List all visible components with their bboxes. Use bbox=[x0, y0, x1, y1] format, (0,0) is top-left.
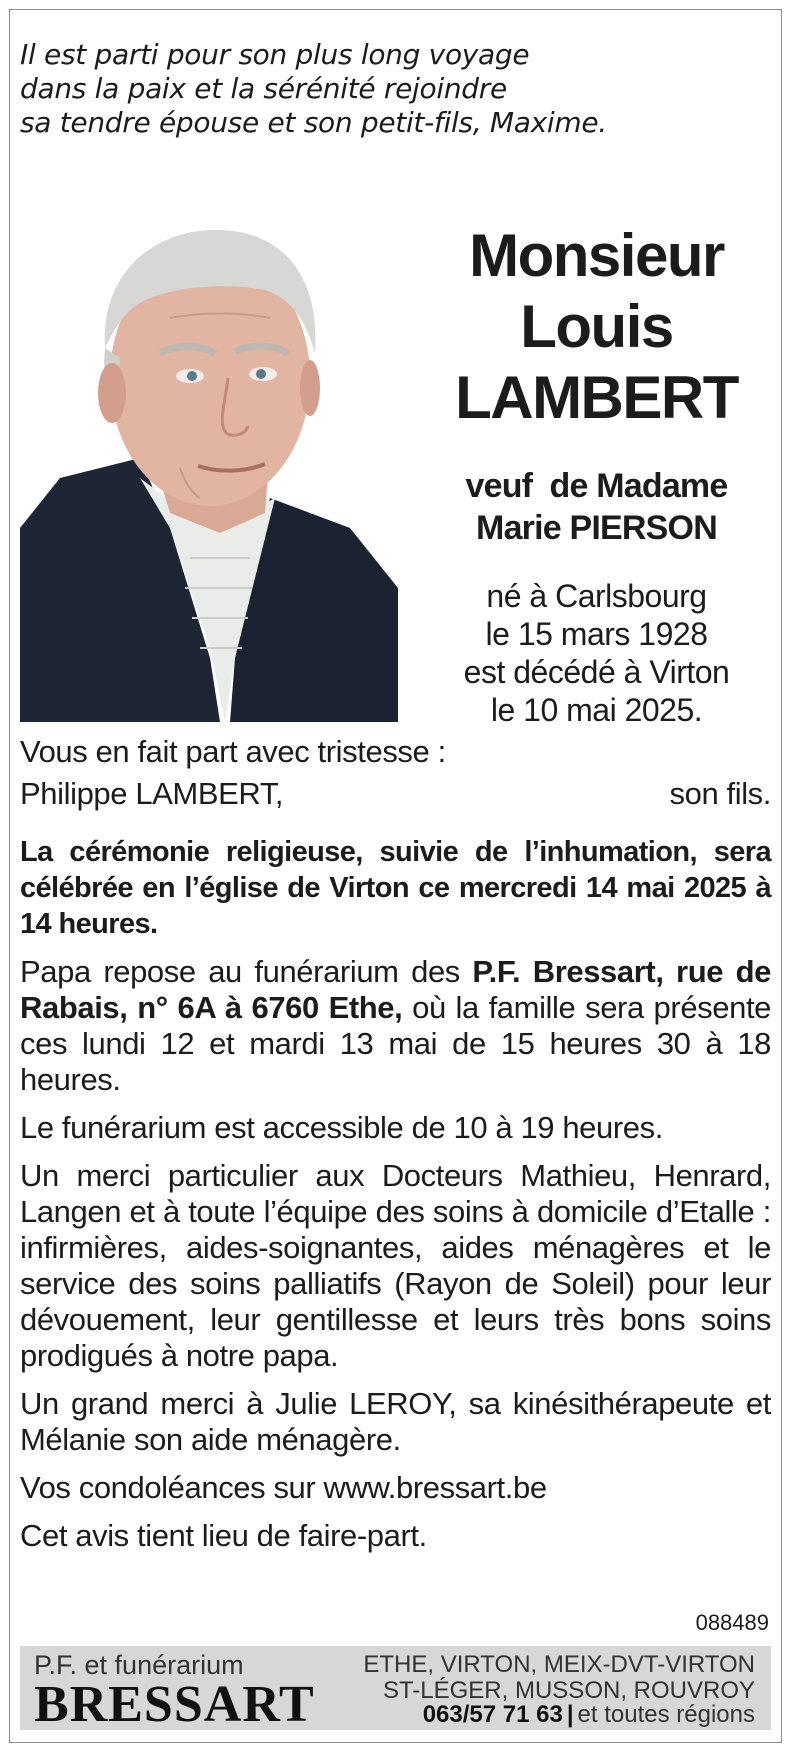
epitaph bbox=[20, 38, 760, 140]
condolences-link[interactable]: Vos condoléances sur www.bressart.be bbox=[20, 1470, 547, 1505]
deceased-name bbox=[424, 220, 769, 433]
funeral-home-banner bbox=[20, 1646, 771, 1733]
locations-line: ST-LÉGER, MUSSON, ROUVROY bbox=[382, 1677, 755, 1704]
first-name: Louis bbox=[520, 293, 673, 360]
birth-death-info bbox=[424, 577, 769, 729]
separator: | bbox=[566, 1701, 574, 1728]
opening-hours: Le funérarium est accessible de 10 à 19 heures. bbox=[20, 1110, 663, 1145]
viewing-suffix: où la famille sera présente ces lundi 12 et mardi 13 mai de 15 heures 30 à 18 heures. bbox=[20, 990, 771, 1097]
honorific: Monsieur bbox=[469, 222, 724, 289]
notice-statement: Cet avis tient lieu de faire-part. bbox=[20, 1518, 427, 1553]
funeral-home-address: P.F. Bressart, rue de Rabais, n° 6A à 6760 Ethe, bbox=[20, 954, 771, 1025]
viewing-prefix: Papa repose au funérarium des bbox=[20, 954, 473, 989]
family-member-name: Philippe LAMBERT, bbox=[20, 776, 284, 811]
thanks-medical: Un merci particulier aux Docteurs Mathieu, Henrard, Langen et à toute l’équipe des soins à domicile d’Etalle : infirmières, aides-soignantes, aides ménagères et le service des soins palliatifs (Rayon de Soleil) pour leur dévouement, leur gentillesse et leurs très bons soins prodigués à notre papa. bbox=[20, 1158, 771, 1373]
phone-number[interactable]: 063/57 71 63 bbox=[422, 1701, 563, 1728]
funeral-home-label: P.F. et funérarium bbox=[34, 1650, 244, 1680]
epitaph-line: dans la paix et la sérénité rejoindre bbox=[20, 72, 507, 105]
thanks-caregivers: Un grand merci à Julie LEROY, sa kinésithérapeute et Mélanie son aide ménagère. bbox=[20, 1386, 771, 1457]
birth-place: né à Carlsbourg bbox=[486, 578, 707, 614]
reference-number: 088489 bbox=[695, 1610, 769, 1635]
funeral-home-logo: BRESSART bbox=[34, 1676, 315, 1733]
family-member-relation: son fils. bbox=[669, 776, 771, 811]
regions: et toutes régions bbox=[577, 1701, 755, 1728]
widow-line: veuf de Madame bbox=[465, 467, 728, 505]
contact-row bbox=[423, 1702, 755, 1728]
portrait-photo bbox=[20, 228, 398, 722]
last-name: LAMBERT bbox=[455, 364, 738, 431]
viewing-details bbox=[20, 954, 771, 1098]
obituary-notice bbox=[9, 9, 782, 1743]
widower-of bbox=[424, 465, 769, 549]
announcement-intro: Vous en fait part avec tristesse : bbox=[20, 734, 446, 769]
notice-body bbox=[20, 734, 771, 1554]
death-place: est décédé à Virton bbox=[463, 654, 730, 690]
family-member-row bbox=[20, 776, 771, 812]
locations bbox=[363, 1652, 755, 1704]
birth-date: le 15 mars 1928 bbox=[485, 616, 708, 652]
spouse-name: Marie PIERSON bbox=[476, 509, 717, 547]
epitaph-line: Il est parti pour son plus long voyage bbox=[20, 38, 530, 71]
epitaph-line: sa tendre épouse et son petit-fils, Maxime. bbox=[20, 106, 607, 139]
ceremony-details: La cérémonie religieuse, suivie de l’inhumation, sera célébrée en l’église de Virton ce mercredi 14 mai 2025 à 14 heures. bbox=[20, 836, 771, 940]
locations-line: ETHE, VIRTON, MEIX-DVT-VIRTON bbox=[363, 1651, 755, 1678]
death-date: le 10 mai 2025. bbox=[490, 692, 703, 728]
